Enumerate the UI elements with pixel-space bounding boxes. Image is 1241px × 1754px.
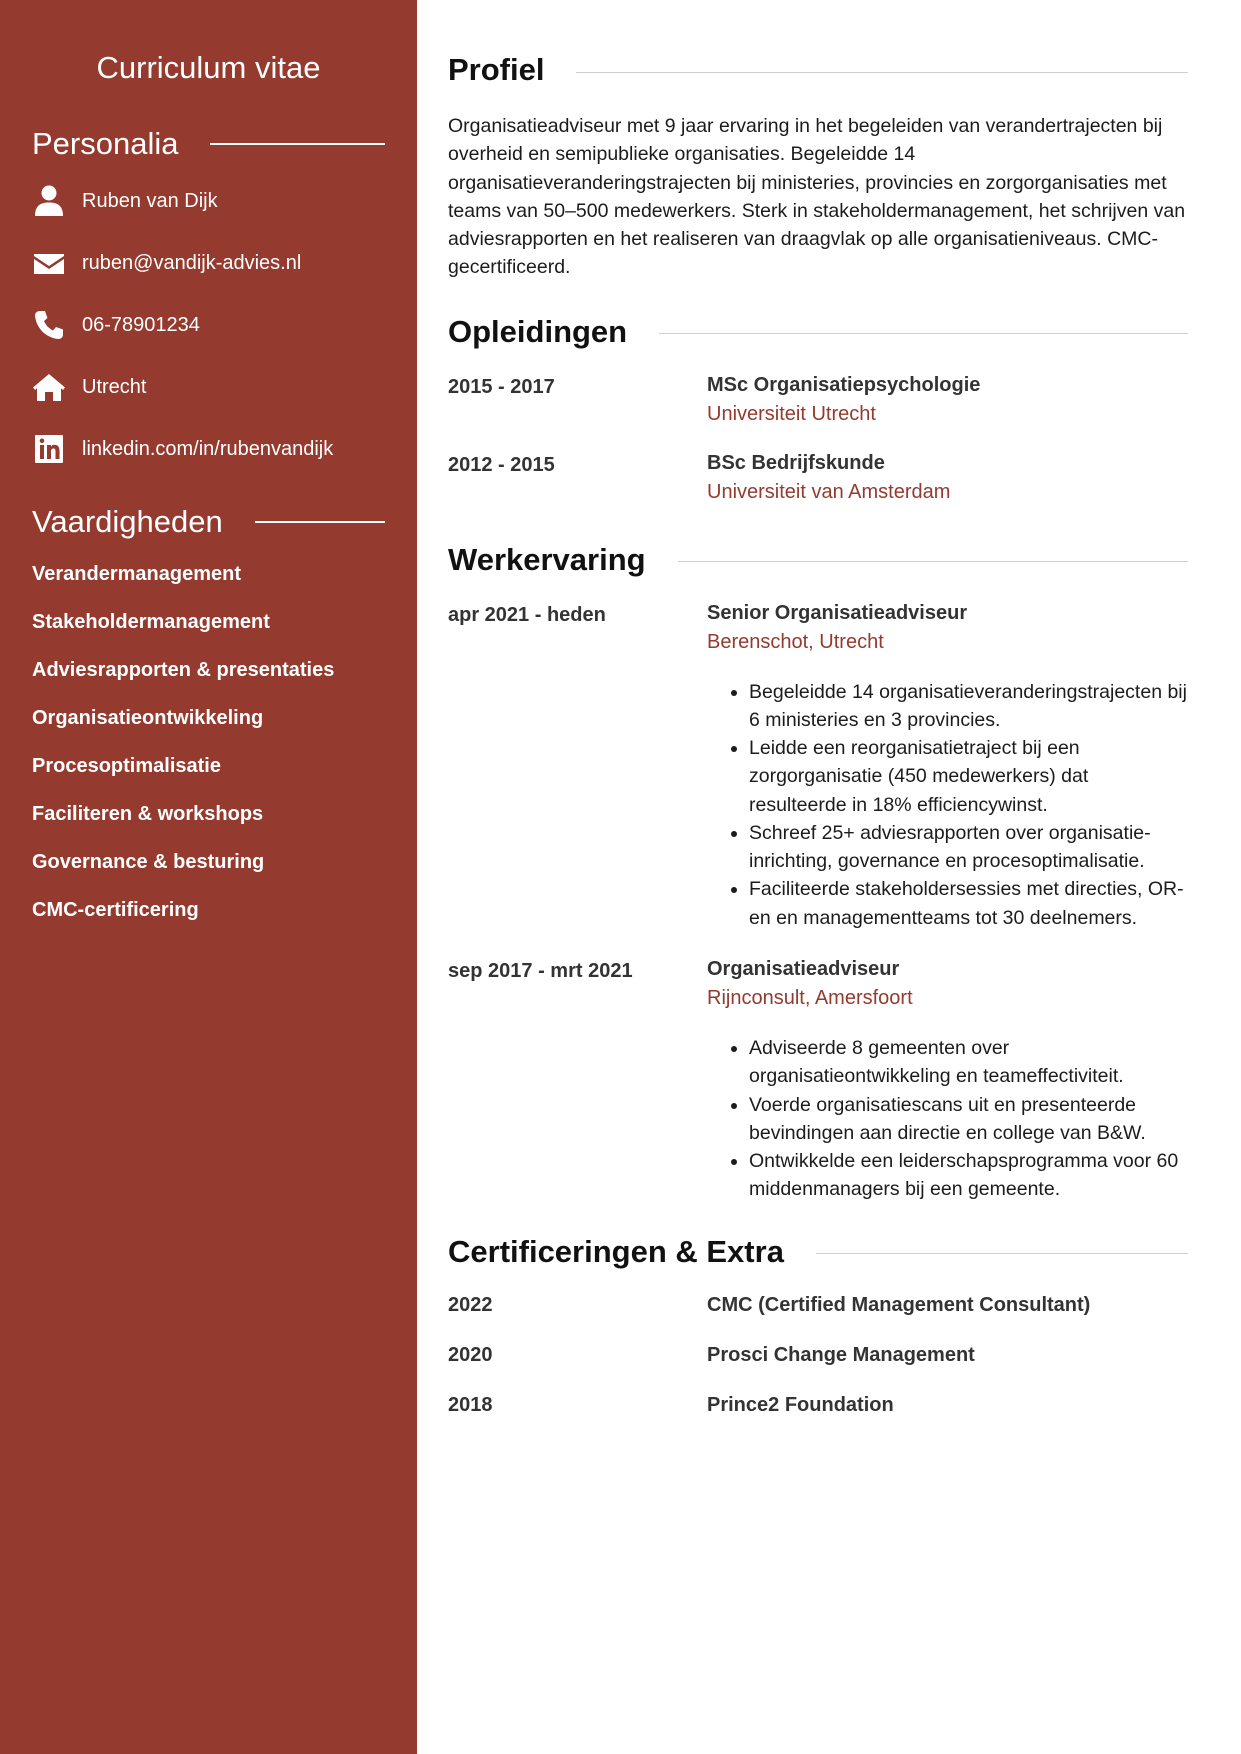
linkedin-icon: [32, 432, 66, 466]
cv-title: Curriculum vitae: [96, 50, 321, 85]
phone-icon: [32, 308, 66, 342]
education-entry: [448, 374, 1188, 426]
contact-email[interactable]: [32, 246, 385, 280]
contact-name: [32, 184, 385, 218]
education-entry: [448, 452, 1188, 504]
experience-bullet: • Faciliteerde stakeholdersessies met directies, OR-en en managementteams tot 30 deelnemers.: [749, 875, 1188, 932]
certification-entry: [448, 1394, 1188, 1417]
certifications-header: [448, 1234, 1188, 1270]
education-title: MSc Organisatiepsychologie: [707, 373, 981, 396]
contact-name-text: Ruben van Dijk: [82, 189, 218, 212]
experience-section: [448, 542, 1188, 1204]
education-institution: Universiteit Utrecht: [707, 402, 876, 425]
experience-bullet: • Adviseerde 8 gemeenten over organisatieontwikkeling en teameffectiviteit.: [749, 1034, 1188, 1091]
experience-title: Organisatieadviseur: [707, 957, 900, 980]
contact-email-text[interactable]: ruben@vandijk-advies.nl: [82, 251, 302, 274]
contact-phone-text[interactable]: 06-78901234: [82, 313, 200, 336]
experience-bullet: • Begeleidde 14 organisatieveranderingstrajecten bij 6 ministeries en 3 provincies.: [749, 678, 1188, 735]
skill-item: Stakeholdermanagement: [32, 611, 270, 633]
experience-header: [448, 542, 1188, 578]
experience-entry: [448, 958, 1188, 1204]
contact-location-text: Utrecht: [82, 375, 147, 398]
experience-bullet: • Voerde organisatiescans uit en presenteerde bevindingen aan directie en college van B&W.: [749, 1091, 1188, 1148]
experience-entry: [448, 602, 1188, 932]
education-date: 2015 - 2017: [448, 375, 555, 398]
skill-item: CMC-certificering: [32, 899, 199, 921]
skills-rule: [255, 521, 385, 523]
profile-heading: Profiel: [448, 52, 545, 87]
education-institution: Universiteit van Amsterdam: [707, 480, 951, 503]
education-rule: [659, 333, 1188, 334]
experience-rule: [678, 561, 1188, 562]
contact-phone[interactable]: [32, 308, 385, 342]
profile-header: [448, 52, 1188, 88]
experience-employer: Berenschot, Utrecht: [707, 630, 884, 653]
experience-bullet: • Schreef 25+ adviesrapporten over organisatie-inrichting, governance en procesoptimalisatie.: [749, 819, 1188, 876]
personalia-rule: [210, 143, 385, 145]
contact-linkedin[interactable]: [32, 432, 385, 466]
experience-bullet: • Ontwikkelde een leiderschapsprogramma voor 60 middenmanagers bij een gemeente.: [749, 1147, 1188, 1204]
skill-item: Governance & besturing: [32, 851, 265, 873]
skill-item: Adviesrapporten & presentaties: [32, 659, 335, 681]
certification-entry: [448, 1344, 1188, 1367]
experience-title: Senior Organisatieadviseur: [707, 601, 968, 624]
envelope-icon: [32, 246, 66, 280]
certification-year: 2018: [448, 1393, 493, 1416]
certification-name: Prince2 Foundation: [707, 1393, 894, 1416]
home-icon: [32, 370, 66, 404]
skill-item: Faciliteren & workshops: [32, 803, 264, 825]
experience-bullets: [707, 1034, 1188, 1204]
profile-text: Organisatieadviseur met 9 jaar ervaring in het begeleiden van verandertrajecten bij overheid en semipublieke organisaties. Begeleidde 14 organisatieveranderingstrajecten bij ministeries, provincies en zorgorganisaties met teams van 50–500 medewerkers. Sterk in stakeholdermanagement, het schrijven van adviesrapporten en het realiseren van draagvlak op alle organisatieniveaus. CMC-gecertificeerd.: [448, 115, 1186, 279]
experience-bullets: [707, 678, 1188, 932]
experience-employer: Rijnconsult, Amersfoort: [707, 986, 913, 1009]
sidebar: [0, 0, 417, 1754]
certification-year: 2022: [448, 1293, 493, 1316]
experience-date: apr 2021 - heden: [448, 603, 606, 626]
skills-heading: Vaardigheden: [32, 504, 223, 539]
certification-year: 2020: [448, 1343, 493, 1366]
experience-heading: Werkervaring: [448, 541, 646, 577]
experience-bullet: • Leidde een reorganisatietraject bij een zorgorganisatie (450 medewerkers) dat resulteerde in 18% efficiencywinst.: [749, 734, 1188, 819]
main-content: [417, 0, 1241, 1754]
certifications-rule: [816, 1253, 1188, 1254]
contact-linkedin-text[interactable]: linkedin.com/in/rubenvandijk: [82, 437, 334, 460]
skill-item: Verandermanagement: [32, 563, 241, 585]
education-section: [448, 314, 1188, 504]
profile-section: [448, 52, 1188, 282]
skill-item: Procesoptimalisatie: [32, 755, 221, 777]
education-header: [448, 314, 1188, 350]
profile-rule: [576, 72, 1188, 73]
skills-header: [32, 504, 385, 540]
certifications-heading: Certificeringen & Extra: [448, 1233, 784, 1269]
certification-entry: [448, 1294, 1188, 1317]
experience-date: sep 2017 - mrt 2021: [448, 959, 633, 982]
education-heading: Opleidingen: [448, 313, 628, 349]
certifications-section: [448, 1234, 1188, 1417]
education-title: BSc Bedrijfskunde: [707, 451, 885, 474]
personalia-heading: Personalia: [32, 126, 179, 161]
skill-list: [32, 562, 385, 922]
contact-location: [32, 370, 385, 404]
certification-name: Prosci Change Management: [707, 1343, 975, 1366]
personalia-header: [32, 126, 385, 162]
certification-name: CMC (Certified Management Consultant): [707, 1293, 1091, 1316]
user-icon: [32, 184, 66, 218]
contact-list: [32, 184, 385, 466]
skill-item: Organisatieontwikkeling: [32, 707, 264, 729]
education-date: 2012 - 2015: [448, 453, 555, 476]
